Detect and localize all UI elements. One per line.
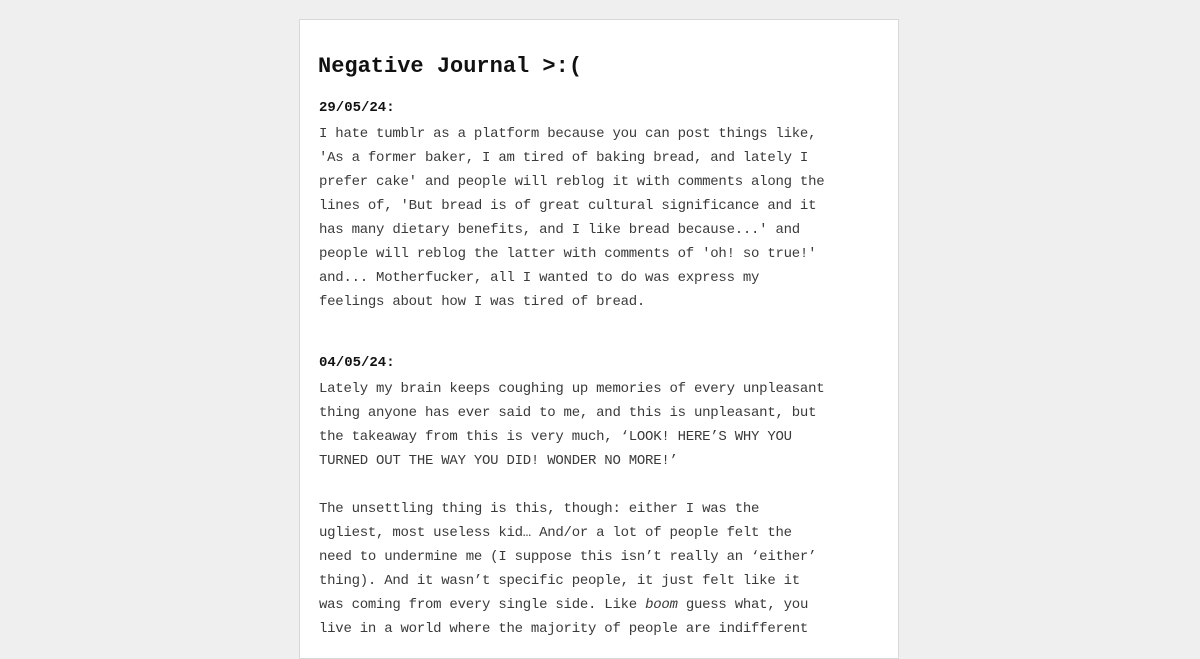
- journal-entry: [319, 355, 885, 641]
- entry-paragraph: [319, 497, 885, 641]
- text-line: and... Motherfucker, all I wanted to do was express my: [319, 270, 760, 286]
- entry-paragraph: [319, 122, 885, 314]
- entry-date: 29/05/24:: [319, 100, 395, 116]
- text-line: prefer cake' and people will reblog it with comments along the: [319, 174, 825, 190]
- text-line: ugliest, most useless kid… And/or a lot of people felt the: [319, 525, 792, 541]
- page-title: Negative Journal >:(: [318, 54, 583, 79]
- text-line: thing). And it wasn’t specific people, it just felt like it: [319, 573, 800, 589]
- entry-paragraph: [319, 377, 885, 473]
- text-segment: guess what, you: [677, 597, 809, 613]
- journal-page: [299, 19, 899, 659]
- text-line: has many dietary benefits, and I like bread because...' and: [319, 222, 800, 238]
- text-line: thing anyone has ever said to me, and this is unpleasant, but: [319, 405, 817, 421]
- entry-date: 04/05/24:: [319, 355, 395, 371]
- emphasis-text: boom: [645, 597, 678, 613]
- text-segment: was coming from every single side. Like: [319, 597, 646, 613]
- journal-entry: [319, 100, 885, 314]
- text-line: people will reblog the latter with comments of 'oh! so true!': [319, 246, 817, 262]
- text-line: I hate tumblr as a platform because you can post things like,: [319, 126, 817, 142]
- text-line: lines of, 'But bread is of great cultural significance and it: [319, 198, 817, 214]
- text-line: need to undermine me (I suppose this isn’t really an ‘either’: [319, 549, 817, 565]
- text-line: the takeaway from this is very much, ‘LOOK! HERE’S WHY YOU: [319, 429, 792, 445]
- text-line: 'As a former baker, I am tired of baking bread, and lately I: [319, 150, 809, 166]
- text-line: live in a world where the majority of people are indifferent: [319, 621, 809, 637]
- text-line: TURNED OUT THE WAY YOU DID! WONDER NO MORE!’: [319, 453, 678, 469]
- text-line: The unsettling thing is this, though: either I was the: [319, 501, 760, 517]
- text-line: [319, 593, 885, 617]
- text-line: feelings about how I was tired of bread.: [319, 294, 646, 310]
- text-line: Lately my brain keeps coughing up memories of every unpleasant: [319, 381, 825, 397]
